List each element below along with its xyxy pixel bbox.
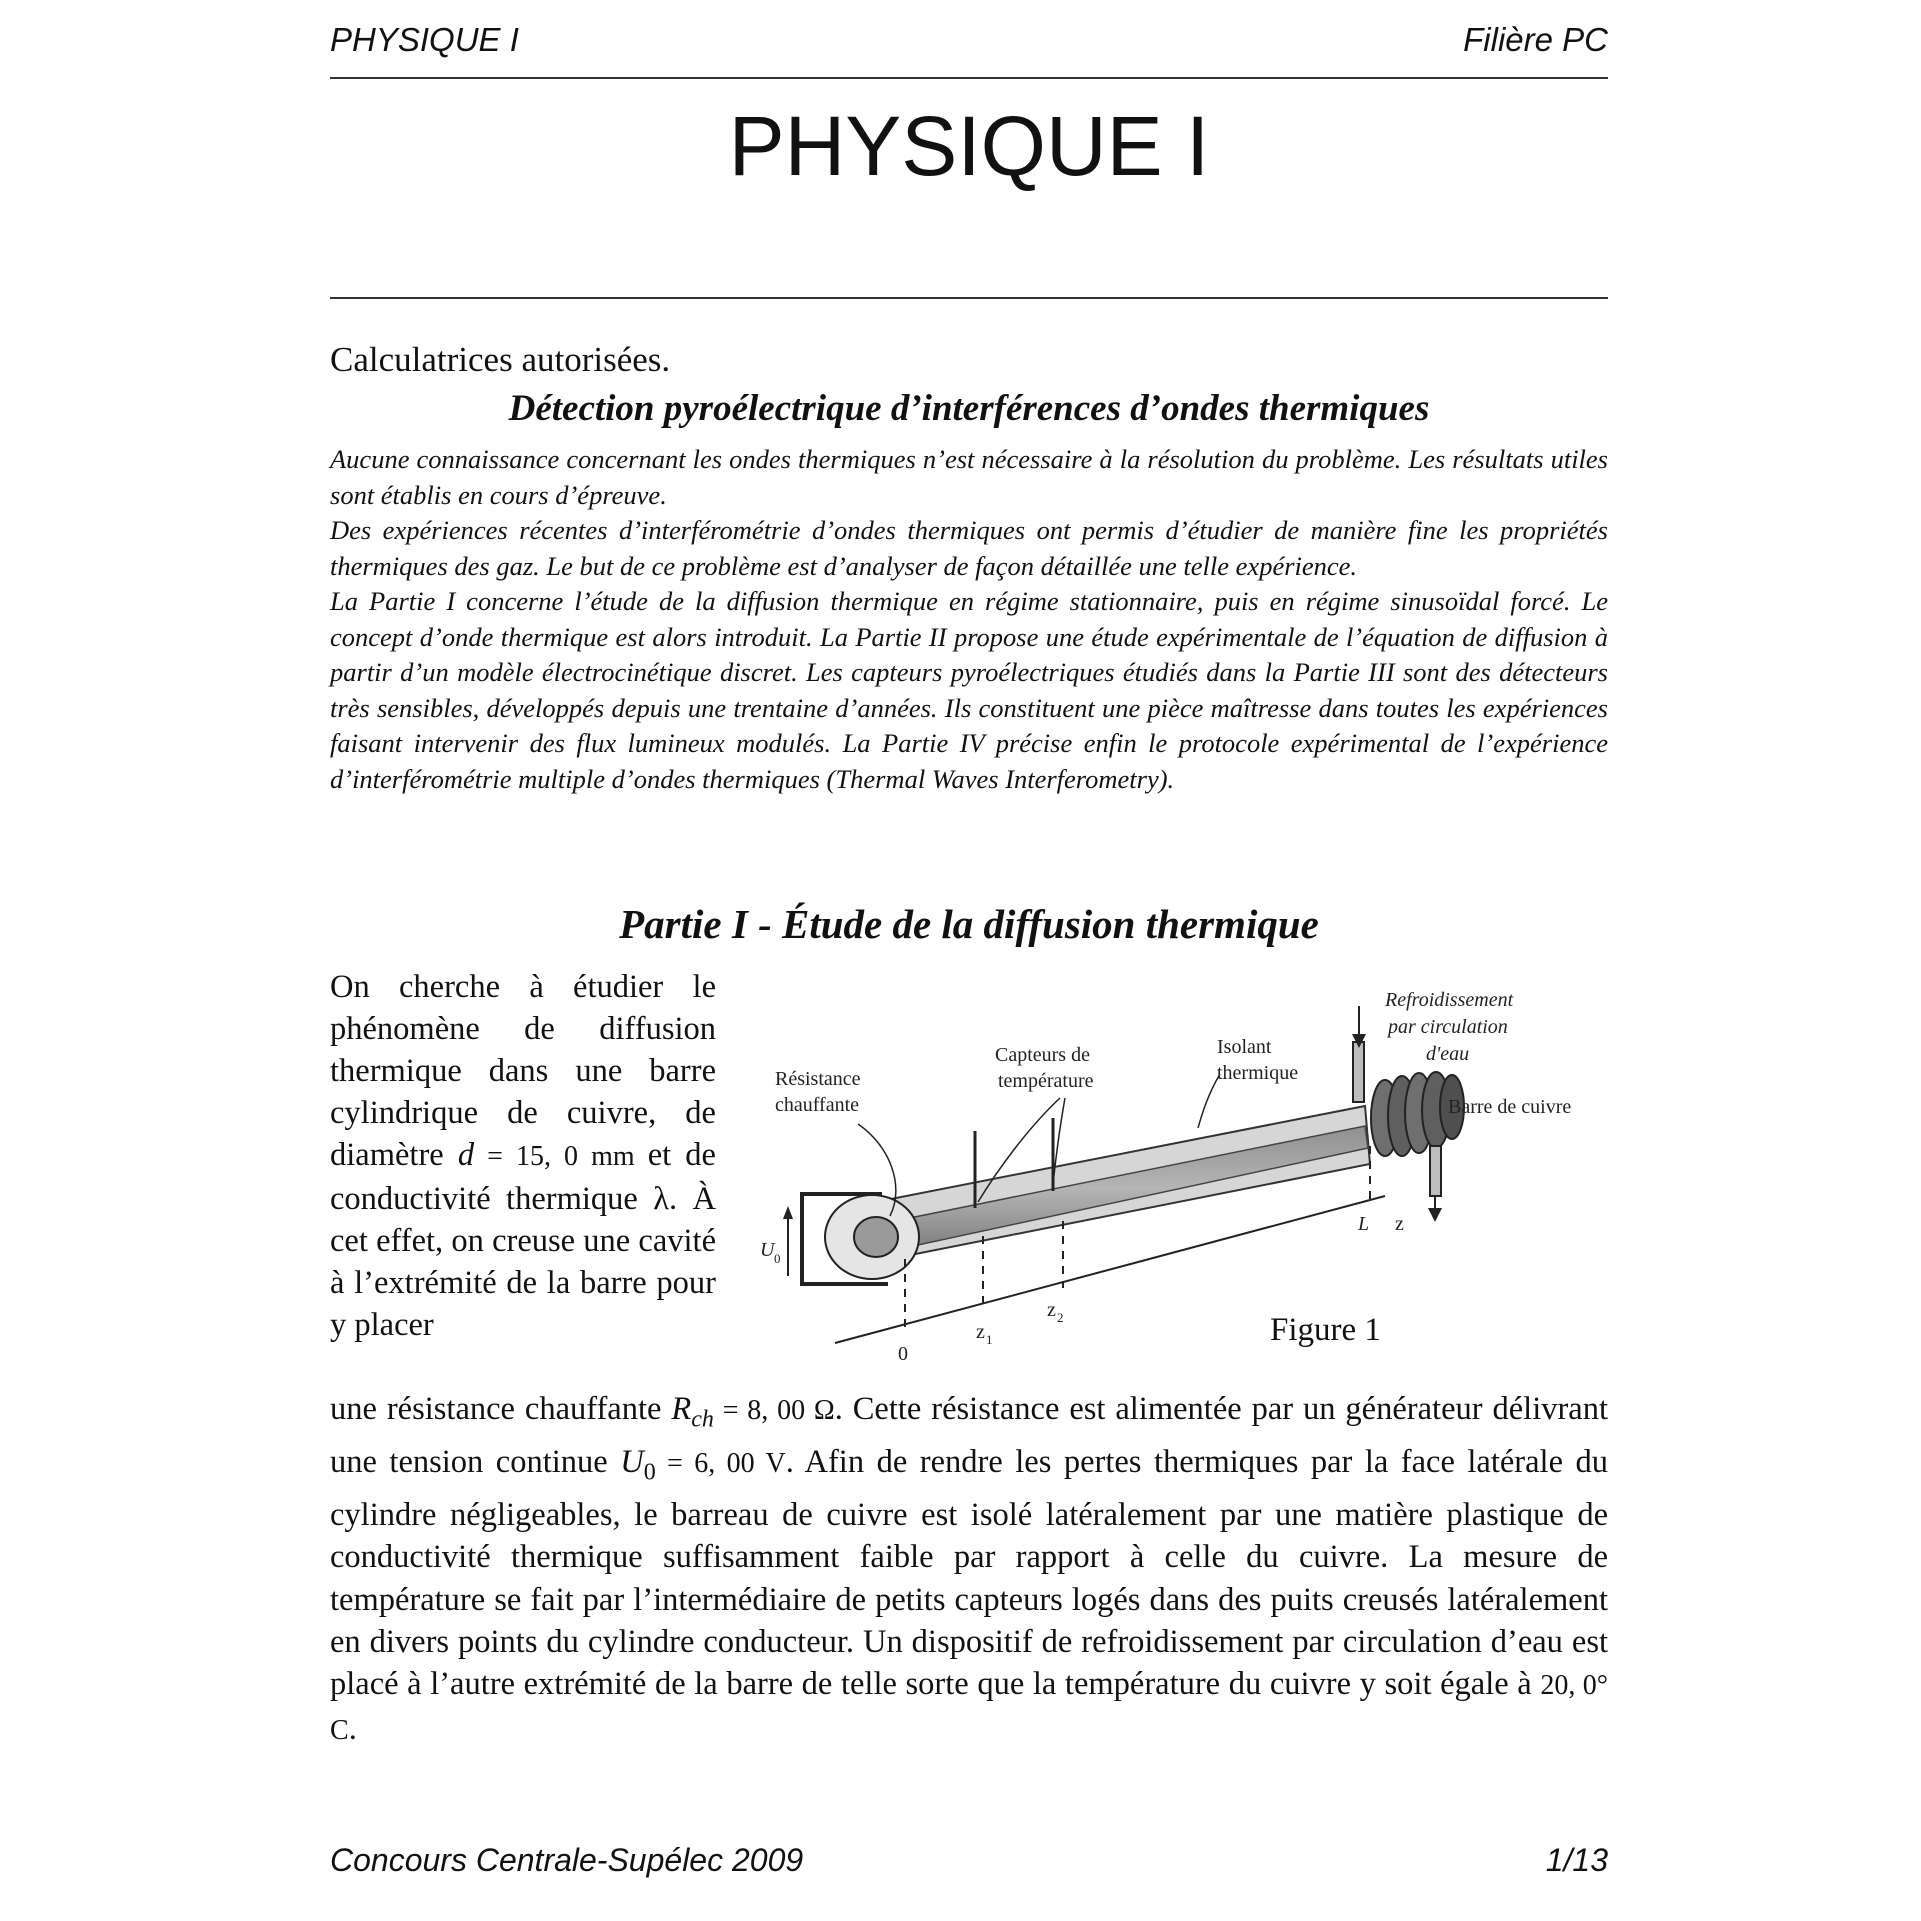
intro-paragraph: Aucune connaissance concernant les ondes thermiques n’est nécessaire à la résolution du problème. Les résultats utiles sont établis en cours d’épreuve.: [330, 444, 1608, 510]
text-run: . Cette résistance est alimentée par un générateur délivrant une tension continue: [330, 1391, 1608, 1480]
label-u0: U: [760, 1239, 775, 1261]
lambda-symbol: λ: [653, 1181, 669, 1217]
page-footer: [330, 1840, 1608, 1880]
label-sensors: Capteurs de: [995, 1044, 1090, 1066]
intro-text: [330, 442, 1608, 797]
label-cooling: d'eau: [1426, 1043, 1470, 1065]
figure-diagram: [740, 976, 1620, 1370]
r-symbol: R: [671, 1391, 692, 1427]
r-subscript: ch: [691, 1406, 714, 1433]
label-resistance: chauffante: [775, 1094, 860, 1116]
label-copper-bar: Barre de cuivre: [1448, 1096, 1572, 1118]
intro-paragraph: Des expériences récentes d’interférométrie d’ondes thermiques ont permis d’étudier de manière fine les propriétés thermiques des gaz. Le but de ce problème est d’analyser de façon détaillée une telle expérience.: [330, 515, 1608, 581]
header-track: Filière PC: [1463, 21, 1608, 58]
label-u0-subscript: 0: [774, 1251, 781, 1266]
u-symbol: U: [620, 1443, 644, 1480]
title-rule: [330, 297, 1608, 299]
label-resistance: Résistance: [775, 1068, 861, 1090]
label-length: L: [1358, 1213, 1370, 1235]
body-full-width: [330, 1388, 1608, 1752]
label-insulator: Isolant: [1217, 1036, 1272, 1058]
body-paragraph-1: [330, 966, 716, 1346]
part1-title: Partie I - Étude de la diffusion thermique: [619, 901, 1319, 947]
body-paragraph-2: [330, 1388, 1608, 1752]
label-cooling: Refroidissement: [1385, 989, 1514, 1011]
outlet-pipe: [1430, 1146, 1441, 1196]
label-z1: z: [976, 1321, 985, 1343]
text-run: . À cet effet, on creuse une cavité à l’extrémité de la barre pour y placer: [330, 1181, 716, 1343]
inlet-pipe: [1353, 1042, 1364, 1102]
calculators-note: Calculatrices autorisées.: [330, 340, 671, 379]
u-value: = 6, 00 V: [655, 1447, 786, 1479]
text-run: .: [348, 1710, 357, 1747]
text-run: On cherche à étudier le phénomène de diffusion thermique dans une barre cylindrique de cuivre, de diamètre: [330, 969, 716, 1173]
temperature-value: 20, 0° C: [330, 1670, 1608, 1746]
intro-paragraph: La Partie I concerne l’étude de la diffusion thermique en régime stationnaire, puis en régime sinusoïdal forcé. Le concept d’onde thermique est alors introduit. La Partie II propose une étude expérimentale de l’équation de diffusion à partir d’un modèle électrocinétique discret. Les capteurs pyroélectriques étudiés dans la Partie III sont des détecteurs très sensibles, développés depuis une trentaine d’années. Ils constituent une pièce maîtresse dans toutes les expériences faisant intervenir des flux lumineux modulés. La Partie IV précise enfin le protocole expérimental de l’expérience d’interférométrie multiple d’ondes thermiques (Thermal Waves Interferometry).: [330, 586, 1608, 794]
outlet-arrowhead: [1428, 1208, 1442, 1222]
page-header: [330, 18, 1608, 62]
footer-contest: Concours Centrale-Supélec 2009: [330, 1842, 804, 1878]
resistance-cavity: [854, 1217, 898, 1257]
d-symbol: d: [457, 1137, 475, 1173]
text-run: . Afin de rendre les pertes thermiques par la face latérale du cylindre négligeables, le barreau de cuivre est isolé latéralement par une matière plastique de conductivité thermique suffisamment faible par rapport à celle du cuivre. La mesure de température se fait par l’intermédiaire de petits capteurs logés dans des puits creusés latéralement en divers points du cylindre conducteur. Un dispositif de refroidissement par circulation d’eau est placé à l’autre extrémité de la barre de telle sorte que la température du cuivre y soit égale à: [330, 1443, 1608, 1703]
label-origin: 0: [898, 1343, 908, 1365]
r-value: = 8, 00 Ω: [713, 1395, 835, 1426]
page-number: 1/13: [1545, 1842, 1608, 1878]
label-insulator: thermique: [1217, 1062, 1299, 1084]
body-left-column: [330, 966, 716, 1346]
label-z-axis: z: [1395, 1213, 1404, 1235]
text-run: une résistance chauffante: [330, 1391, 672, 1427]
label-sensors: température: [998, 1070, 1094, 1092]
label-z2: z: [1047, 1299, 1056, 1321]
u-subscript: 0: [643, 1459, 656, 1486]
label-z1-subscript: 1: [986, 1332, 993, 1347]
figure-1: [740, 976, 1620, 1370]
header-rule: [330, 77, 1608, 79]
text-run: et de conductivité thermique: [330, 1137, 716, 1217]
header-subject: PHYSIQUE I: [330, 21, 519, 58]
subject-title: Détection pyroélectrique d’interférences d’ondes thermiques: [508, 388, 1430, 429]
label-z2-subscript: 2: [1057, 1310, 1064, 1325]
u0-arrowhead: [783, 1206, 793, 1219]
label-cooling: par circulation: [1388, 1016, 1508, 1038]
page-title: PHYSIQUE I: [728, 99, 1210, 193]
figure-caption: Figure 1: [1270, 1312, 1381, 1348]
d-value: = 15, 0 mm: [474, 1141, 648, 1172]
